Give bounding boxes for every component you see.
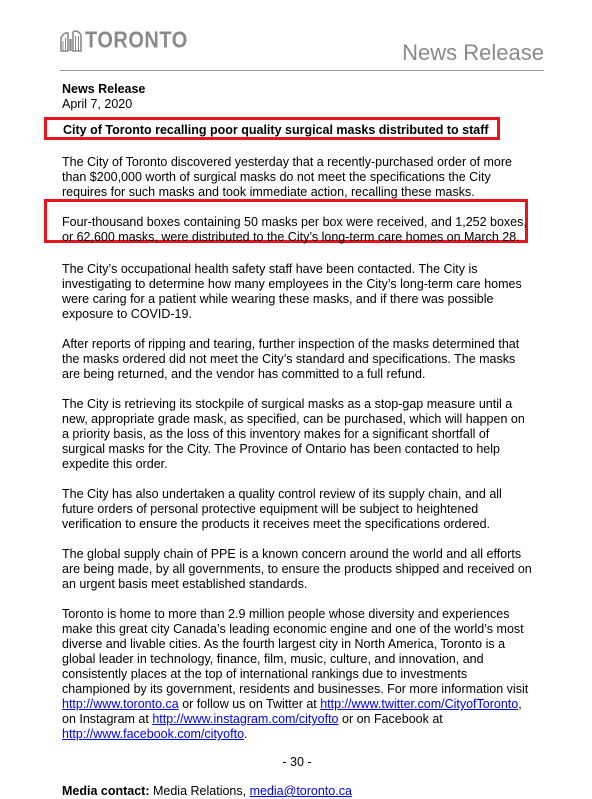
page-number: - 30 - — [282, 755, 312, 769]
logo-wordmark: TORONTO — [85, 27, 188, 54]
media-contact-text: Media Relations, — [149, 784, 250, 798]
release-label: News Release — [62, 82, 146, 96]
about-text-2: or follow us on Twitter at — [178, 697, 321, 711]
release-body — [62, 82, 532, 799]
link-instagram[interactable]: http://www.instagram.com/cityofto — [152, 712, 339, 726]
paragraph: The City has also undertaken a quality control review of its supply chain, and all future orders of personal protective equipment will be subject to heightened verification to ensure the products it receives meet the specifications ordered. — [62, 487, 502, 531]
paragraph: After reports of ripping and tearing, further inspection of the masks determined that the masks ordered did not meet the City’s standard and specifications. The masks are being returned, and the vendor has committed to a full refund. — [62, 337, 520, 381]
media-email-link[interactable]: media@toronto.ca — [249, 784, 352, 798]
header-title: News Release — [402, 40, 544, 65]
paragraph: The global supply chain of PPE is a known concern around the world and all efforts are being made, by all governments, to ensure the products shipped and received on an urgent basis meet established standards. — [62, 547, 532, 591]
about-text-end: . — [244, 727, 248, 741]
toronto-logo — [60, 27, 188, 54]
link-facebook[interactable]: http://www.facebook.com/cityofto — [62, 727, 245, 741]
media-contact-label: Media contact: — [62, 784, 150, 798]
paragraph: The City of Toronto discovered yesterday that a recently-purchased order of more than $200,000 worth of surgical masks do not meet the specifications the City requires for such masks and took immediate action, recalling these masks. — [62, 155, 512, 199]
city-hall-icon — [60, 30, 82, 52]
link-website[interactable]: http://www.toronto.ca — [62, 697, 179, 711]
paragraph-highlighted: Four-thousand boxes containing 50 masks per box were received, and 1,252 boxes, or 62,600 masks, were distributed to the City’s long-term care homes on March 28. — [62, 215, 527, 244]
about-text-4: or on Facebook at — [338, 712, 443, 726]
headline: City of Toronto recalling poor quality surgical masks distributed to staff — [63, 123, 489, 137]
about-toronto — [62, 607, 532, 742]
about-text-3: , on Instagram at — [62, 697, 522, 726]
media-contact — [62, 784, 532, 799]
header-divider — [60, 70, 544, 71]
release-date: April 7, 2020 — [62, 97, 133, 111]
link-twitter[interactable]: http://www.twitter.com/CityofToronto — [320, 697, 519, 711]
paragraph: The City is retrieving its stockpile of surgical masks as a stop-gap measure until a new, appropriate grade mask, as specified, can be purchased, which will happen on a priority basis, as the loss of this inventory makes for a significant shortfall of surgical masks for the City. The Province of Ontario has been contacted to help expedite this order. — [62, 397, 525, 471]
about-text: Toronto is home to more than 2.9 million people whose diversity and experiences make this great city Canada’s leading economic engine and one of the world’s most diverse and livable cities. As the fourth largest city in North America, Toronto is a global leader in technology, finance, film, music, culture, and innovation, and consistently places at the top of international rankings due to investments championed by its government, residents and businesses. For more information visit — [62, 607, 529, 696]
paragraph: The City’s occupational health safety staff have been contacted. The City is investigating to determine how many employees in the City’s long-term care homes were caring for a patient while wearing these masks, and if there was possible exposure to COVID-19. — [62, 262, 522, 321]
